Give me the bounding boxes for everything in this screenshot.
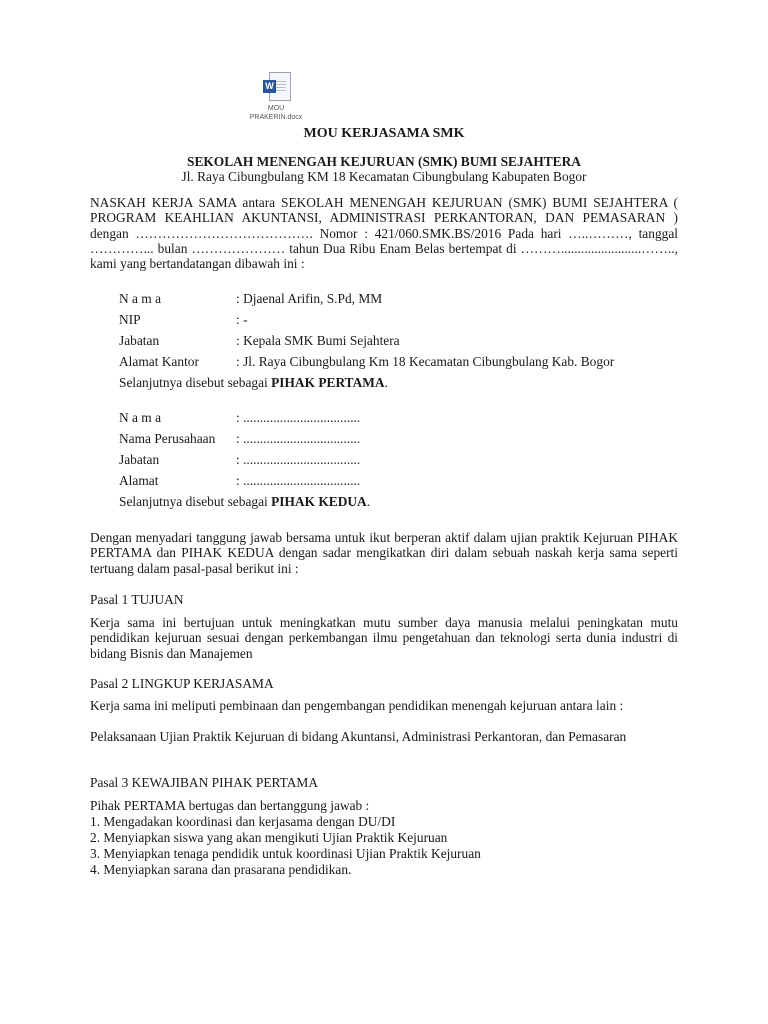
field-label: Alamat Kantor — [119, 354, 199, 369]
pasal2-body: Kerja sama ini meliputi pembinaan dan pengembangan pendidikan menengah kejuruan antara lain : — [90, 698, 624, 713]
school-name: SEKOLAH MENENGAH KEJURUAN (SMK) BUMI SEJAHTERA — [187, 154, 581, 169]
embedded-document-attachment[interactable] — [248, 72, 304, 122]
intro-paragraph: NASKAH KERJA SAMA antara SEKOLAH MENENGAH KEJURUAN (SMK) BUMI SEJAHTERA ( PROGRAM KEAHLIAN AKUNTANSI, ADMINISTRASI PERKANTORAN, DAN PEMASARAN ) dengan …………………………………. Nomor : 421/060.SMK.BS/2016 Pada hari …..………, tanggal …………... bulan ………………… tahun Dua Ribu Enam Belas bertempat di ………........................…….., kami yang bertandatangan dibawah ini : — [90, 195, 678, 272]
field-label: Nama Perusahaan — [119, 431, 216, 446]
field-label: Alamat — [119, 473, 159, 488]
school-address: Jl. Raya Cibungbulang KM 18 Kecamatan Cibungbulang Kabupaten Bogor — [181, 169, 587, 184]
field-label: Jabatan — [119, 333, 160, 348]
field-value: : Jl. Raya Cibungbulang Km 18 Kecamatan Cibungbulang Kab. Bogor — [236, 354, 615, 369]
field-label: N a m a — [119, 291, 162, 306]
list-item: 4. Menyiapkan sarana dan prasarana pendidikan. — [90, 862, 352, 877]
field-value: : ................................... — [236, 473, 361, 488]
party2-designation: Selanjutnya disebut sebagai PIHAK KEDUA. — [119, 494, 371, 509]
pasal3-intro: Pihak PERTAMA bertugas dan bertanggung jawab : — [90, 798, 370, 813]
field-value: : ................................... — [236, 431, 361, 446]
attachment-filename: MOU PRAKERIN.docx — [249, 105, 303, 121]
field-value: : ................................... — [236, 410, 361, 425]
pasal2-heading: Pasal 2 LINGKUP KERJASAMA — [90, 676, 274, 691]
pasal1-heading: Pasal 1 TUJUAN — [90, 592, 184, 607]
word-document-icon: W — [263, 72, 289, 102]
pasal3-heading: Pasal 3 KEWAJIBAN PIHAK PERTAMA — [90, 775, 318, 790]
party1-designation: Selanjutnya disebut sebagai PIHAK PERTAMA. — [119, 375, 388, 390]
statement-paragraph: Dengan menyadari tanggung jawab bersama untuk ikut berperan aktif dalam ujian praktik Kejuruan PIHAK PERTAMA dan PIHAK KEDUA dengan sadar mengikatkan diri dalam sebuah naskah kerja sama seperti tertuang dalam pasal-pasal berikut ini : — [90, 530, 678, 576]
field-label: Jabatan — [119, 452, 160, 467]
field-value: : Kepala SMK Bumi Sejahtera — [236, 333, 400, 348]
list-item: 2. Menyiapkan siswa yang akan mengikuti Ujian Praktik Kejuruan — [90, 830, 448, 845]
field-label: N a m a — [119, 410, 162, 425]
list-item: 1. Mengadakan koordinasi dan kerjasama dengan DU/DI — [90, 814, 396, 829]
field-value: : Djaenal Arifin, S.Pd, MM — [236, 291, 383, 306]
field-value: : ................................... — [236, 452, 361, 467]
document-title: MOU KERJASAMA SMK — [303, 126, 465, 141]
pasal1-body: Kerja sama ini bertujuan untuk meningkatkan mutu sumber daya manusia melalui peningkatan mutu pendidikan kejuruan sesuai dengan perkembangan ilmu pengetahuan dan teknologi serta dunia industri di bidang Bisnis dan Manajemen — [90, 615, 678, 661]
pasal2-scope: Pelaksanaan Ujian Praktik Kejuruan di bidang Akuntansi, Administrasi Perkantoran, dan Pemasaran — [90, 729, 627, 744]
list-item: 3. Menyiapkan tenaga pendidik untuk koordinasi Ujian Praktik Kejuruan — [90, 846, 481, 861]
field-label: NIP — [119, 312, 141, 327]
field-value: : - — [236, 312, 248, 327]
